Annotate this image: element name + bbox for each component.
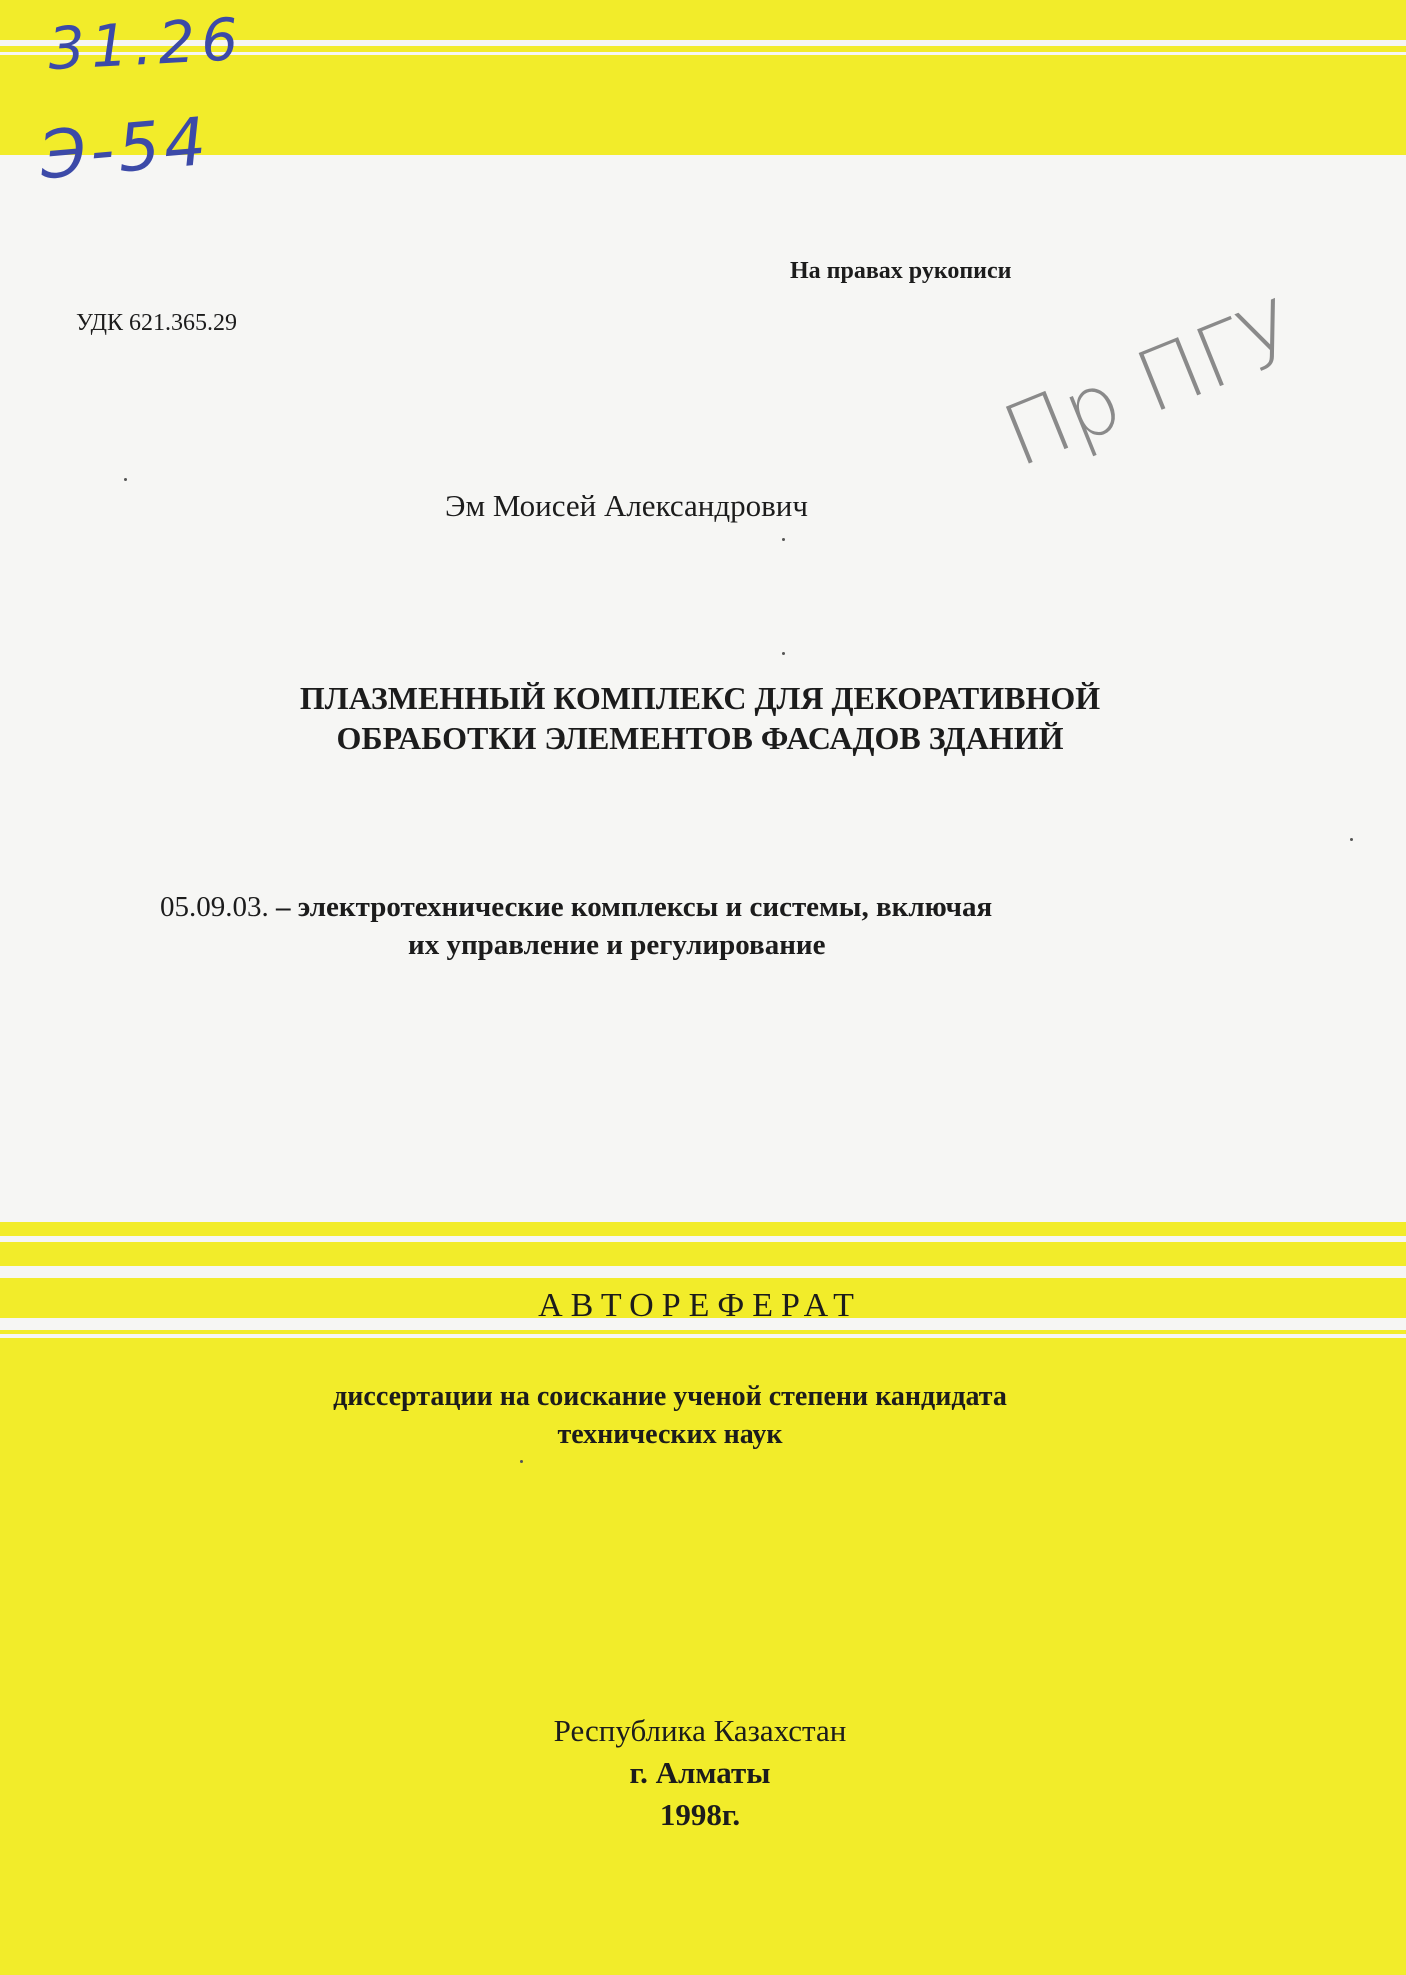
degree-statement — [200, 1378, 1140, 1454]
country: Республика Казахстан — [553, 1713, 847, 1748]
manuscript-rights-note: На правах рукописи — [790, 258, 1012, 284]
scan-speck — [124, 478, 127, 481]
bottom-white-stripe — [0, 1334, 1406, 1338]
udc-code: УДК 621.365.29 — [76, 310, 237, 336]
dissertation-title — [230, 678, 1170, 758]
publication-info — [430, 1710, 970, 1836]
scan-speck — [520, 1460, 523, 1463]
degree-line: технических наук — [557, 1419, 783, 1450]
specialty-description: – электротехнические комплексы и системы, включая — [268, 891, 993, 923]
document-type: АВТОРЕФЕРАТ — [538, 1287, 862, 1324]
city: г. Алматы — [629, 1755, 771, 1790]
pencil-margin-note: Пр ПГУ — [990, 280, 1309, 486]
scan-speck — [1350, 838, 1353, 841]
degree-line: диссертации на соискание ученой степени кандидата — [333, 1381, 1007, 1412]
handwritten-shelf-mark: Э-54 — [36, 102, 213, 195]
bottom-white-stripe — [0, 1266, 1406, 1278]
author-name: Эм Моисей Александрович — [445, 488, 808, 523]
bottom-white-stripe — [0, 1236, 1406, 1242]
title-line: ОБРАБОТКИ ЭЛЕМЕНТОВ ФАСАДОВ ЗДАНИЙ — [336, 720, 1064, 756]
scan-speck — [782, 538, 785, 541]
title-line: ПЛАЗМЕННЫЙ КОМПЛЕКС ДЛЯ ДЕКОРАТИВНОЙ — [299, 680, 1101, 716]
handwritten-shelf-mark: 31.26 — [46, 4, 246, 84]
specialty-line — [160, 888, 992, 926]
specialty-line: их управление и регулирование — [408, 929, 826, 961]
specialty — [160, 888, 992, 964]
year: 1998г. — [659, 1797, 741, 1832]
specialty-code: 05.09.03. — [160, 891, 269, 923]
scan-speck — [782, 652, 785, 655]
